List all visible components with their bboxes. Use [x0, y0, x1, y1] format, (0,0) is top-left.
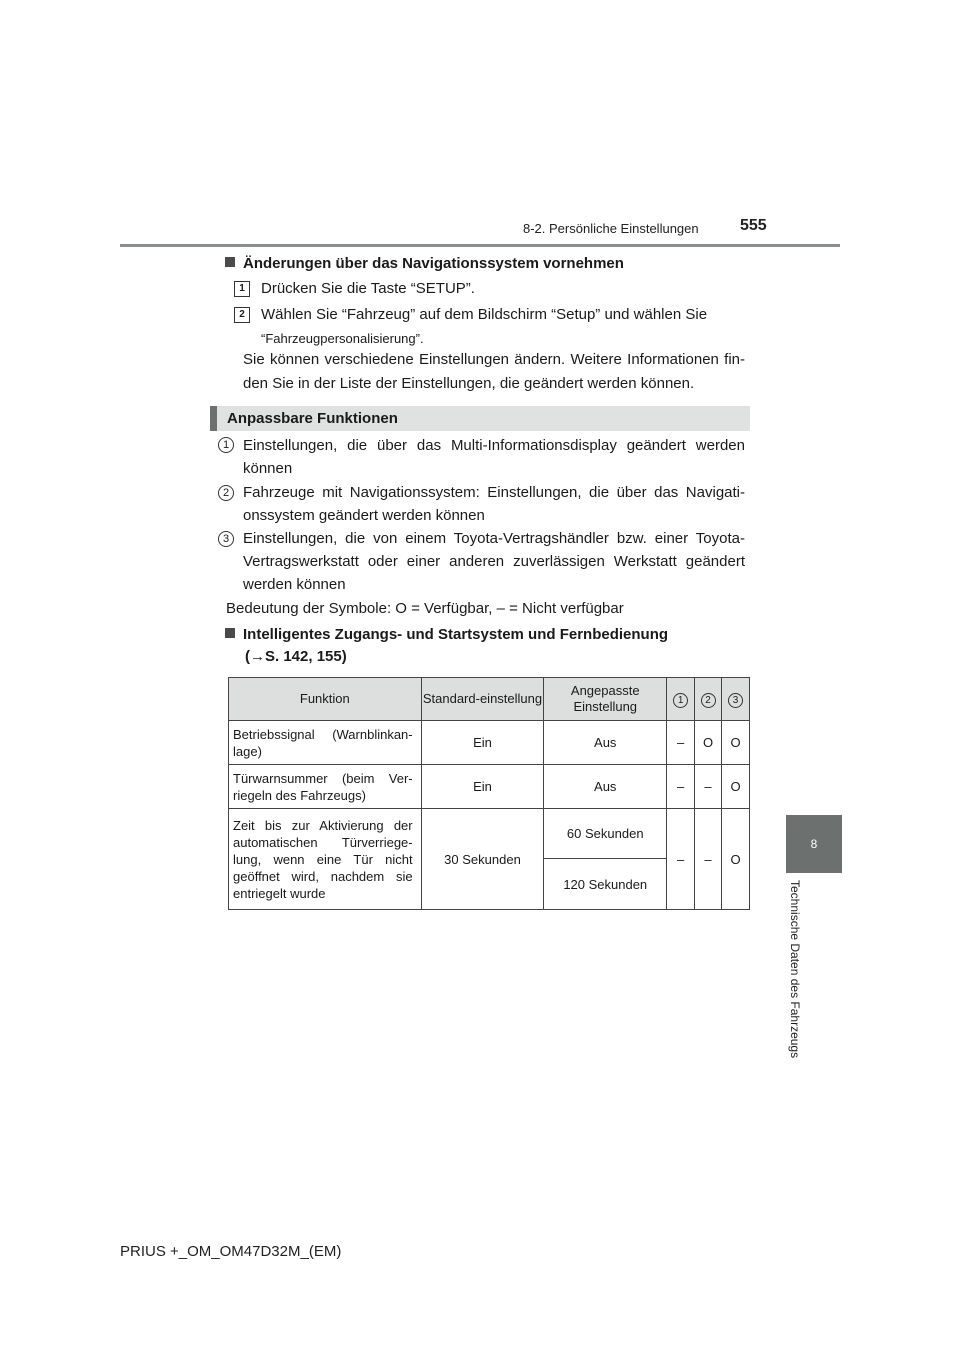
header-col-1	[667, 678, 695, 721]
row-c2: –	[695, 809, 722, 910]
row-custom: Aus	[544, 765, 667, 809]
step-badge-1: 1	[234, 281, 250, 297]
subheading	[225, 624, 668, 668]
header-circle-2: 2	[701, 693, 716, 708]
row-custom: Aus	[544, 721, 667, 765]
step-text-2	[261, 303, 745, 351]
navigation-heading-text: Änderungen über das Navigationssystem vornehmen	[243, 255, 624, 272]
section-title: Anpassbare Funktionen	[227, 410, 398, 427]
subheading-page-ref: (→S. 142, 155)	[245, 648, 347, 665]
header-col-2	[695, 678, 722, 721]
navigation-note: Sie können verschiedene Einstellungen ändern. Weitere Informationen fin-den Sie in der Liste der Einstellungen, die geändert werden können.	[243, 351, 745, 392]
def-number-2: 2	[218, 485, 234, 501]
subheading-line-1: Intelligentes Zugangs- und Startsystem und Fernbedienung	[243, 626, 669, 643]
step-text-2-small: “Fahrzeugpersonalisierung”.	[261, 331, 424, 346]
row-c3: O	[722, 721, 750, 765]
header-divider	[120, 244, 840, 247]
navigation-heading	[225, 255, 624, 272]
definition-1: Einstellungen, die über das Multi-Informationsdisplay geändert werden können	[243, 437, 745, 477]
def-number-1: 1	[218, 437, 234, 453]
row-c1: –	[667, 721, 695, 765]
chapter-title: Technische Daten des Fahrzeugs	[788, 880, 802, 1059]
row-default: 30 Sekunden	[421, 809, 544, 910]
section-title-bar	[210, 406, 750, 431]
row-function: Betriebssignal (Warnblinkan-lage)	[229, 721, 422, 765]
header-function: Funktion	[229, 678, 422, 721]
row-c3: O	[722, 765, 750, 809]
row-function: Türwarnsummer (beim Ver-riegeln des Fahrzeugs)	[229, 765, 422, 809]
table-row	[229, 765, 750, 809]
row-default: Ein	[421, 721, 544, 765]
def-number-3: 3	[218, 531, 234, 547]
row-c2: –	[695, 765, 722, 809]
header-circle-1: 1	[673, 693, 688, 708]
row-default: Ein	[421, 765, 544, 809]
header-circle-3: 3	[728, 693, 743, 708]
chapter-tab	[786, 815, 842, 873]
step-badge-2: 2	[234, 307, 250, 323]
table-header-row	[229, 678, 750, 721]
page-number: 555	[740, 217, 767, 234]
definition-3: Einstellungen, die von einem Toyota-Vertragshändler bzw. einer Toyota-Vertragswerkstatt oder einer anderen zuverlässigen Werkstatt geändert werden können	[243, 530, 745, 593]
chapter-number: 8	[810, 837, 818, 851]
row-c1: –	[667, 809, 695, 910]
row-c2: O	[695, 721, 722, 765]
definition-2: Fahrzeuge mit Navigationssystem: Einstellungen, die über das Navigati-onssystem geändert werden können	[243, 484, 745, 524]
header-custom: Angepasste Einstellung	[544, 678, 667, 721]
chapter-side-title	[784, 880, 808, 1090]
row-c1: –	[667, 765, 695, 809]
step-text-2-main: Wählen Sie “Fahrzeug” auf dem Bildschirm “Setup” und wählen Sie	[261, 306, 708, 323]
table-row	[229, 721, 750, 765]
square-bullet-icon	[225, 257, 235, 267]
row-custom-a: 60 Sekunden	[544, 809, 667, 859]
function-table	[228, 677, 750, 910]
step-text-1: Drücken Sie die Taste “SETUP”.	[261, 280, 475, 297]
row-function: Zeit bis zur Aktivierung der automatischen Türverriege-lung, wenn eine Tür nicht geöffnet wird, nachdem sie entriegelt wurde	[229, 809, 422, 910]
row-custom-b: 120 Sekunden	[544, 859, 667, 910]
model-code: PRIUS +_OM_OM47D32M_(EM)	[120, 1243, 342, 1260]
symbol-legend: Bedeutung der Symbole: O = Verfügbar, – = Nicht verfügbar	[226, 600, 624, 617]
row-c3: O	[722, 809, 750, 910]
header-default: Standard-einstellung	[421, 678, 544, 721]
header-section-title: 8-2. Persönliche Einstellungen	[523, 221, 699, 236]
table-row	[229, 809, 750, 859]
header-col-3	[722, 678, 750, 721]
square-bullet-icon	[225, 628, 235, 638]
